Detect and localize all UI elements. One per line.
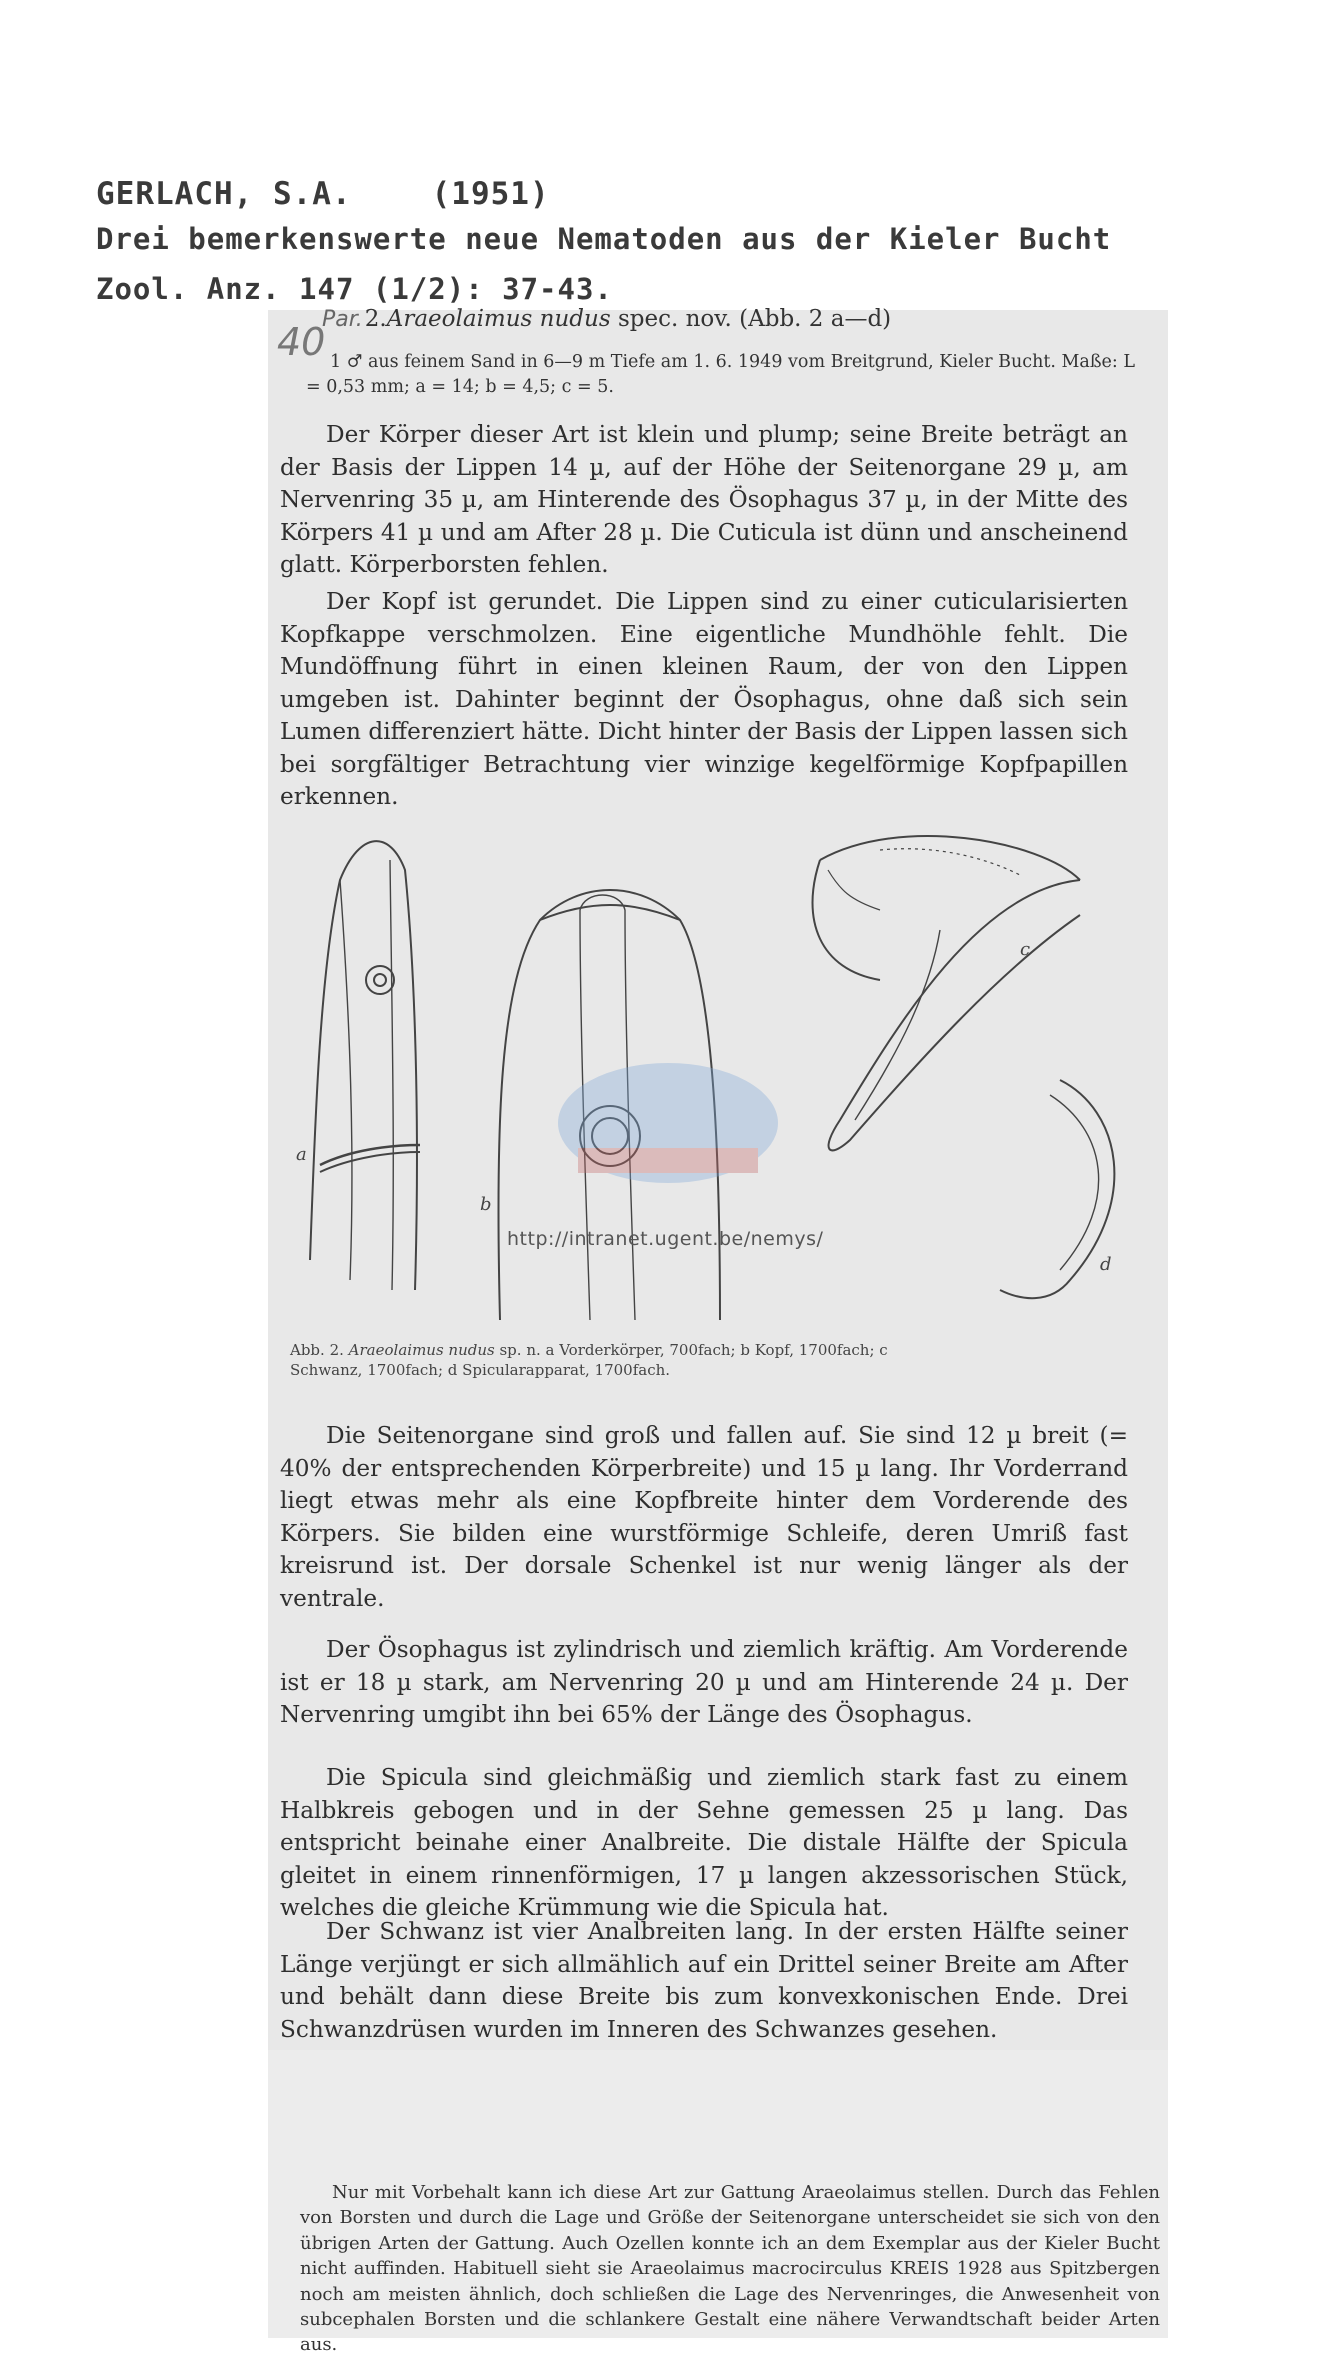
species-heading: Par.2.Araeolaimus nudus spec. nov. (Abb. 2 a—d) bbox=[322, 306, 892, 332]
paragraph-schwanz: Der Schwanz ist vier Analbreiten lang. In der ersten Hälfte seiner Länge verjüngt er sich allmählich auf ein Drittel seiner Breite am After und behält dann diese Breite bis zum konvexkonischen Ende. Drei Schwanzdrüsen wurden im Inneren des Schwanzes gesehen. bbox=[280, 1918, 1128, 2043]
paragraph-head: Der Kopf ist gerundet. Die Lippen sind zu einer cuticularisierten Kopfkappe verschmolzen. Eine eigentliche Mundhöhle fehlt. Die Mundöffnung führt in einen kleinen Raum, der von den Lippen umgeben ist. Dahinter beginnt der Ösophagus, ohne daß sich sein Lumen differenziert hätte. Dicht hinter der Basis der Lippen lassen sich bei sorgfältiger Betrachtung vier winzige kegelförmige Kopfpapillen erkennen. bbox=[280, 588, 1128, 810]
drawing-d-outline bbox=[1000, 1080, 1114, 1298]
label-b: b bbox=[480, 1194, 492, 1215]
species-name: Araeolaimus nudus bbox=[386, 306, 611, 332]
watermark-logo bbox=[548, 1048, 788, 1198]
label-d: d bbox=[1100, 1254, 1112, 1275]
author: GERLACH, S.A. bbox=[96, 176, 352, 212]
handwritten-page-number: 40 bbox=[277, 320, 326, 364]
year: (1951) bbox=[431, 176, 550, 212]
watermark-url: http://intranet.ugent.be/nemys/ bbox=[507, 1228, 824, 1250]
closing-remarks: Nur mit Vorbehalt kann ich diese Art zur Gattung Araeolaimus stellen. Durch das Fehlen von Borsten und durch die Lage und Größe der Seitenorgane unterscheidet sie sich von den übrigen Arten der Gattung. Auch Ozellen konnte ich an dem Exemplar aus der Kieler Bucht nicht auffinden. Habituell sieht sie Araeolaimus macrocirculus KREIS 1928 aus Spitzbergen noch am meisten ähnlich, doch schließen die Lage des Nervenringes, die Anwesenheit von subcephalen Borsten und die schlankere Gestalt eine nähere Verwandtschaft beider Arten aus. bbox=[300, 2182, 1160, 2356]
figure-caption: Abb. 2. Araeolaimus nudus sp. n. a Vorderkörper, 700fach; b Kopf, 1700fach; c Schwanz, 1700fach; d Spicularapparat, 1700fach. bbox=[290, 1341, 888, 1379]
citation-title: Drei bemerkenswerte neue Nematoden aus der Kieler Bucht bbox=[96, 222, 1112, 256]
paragraph-body: Der Körper dieser Art ist klein und plump; seine Breite beträgt an der Basis der Lippen 14 µ, auf der Höhe der Seitenorgane 29 µ, am Nervenring 35 µ, am Hinterende des Ösophagus 37 µ, in der Mitte des Körpers 41 µ und am After 28 µ. Die Cuticula ist dünn und anscheinend glatt. Körperborsten fehlen. bbox=[280, 421, 1128, 578]
handwritten-mark: Par. bbox=[322, 307, 363, 332]
citation-author-year bbox=[96, 176, 550, 212]
specimen-data: 1 ♂ aus feinem Sand in 6—9 m Tiefe am 1. 6. 1949 vom Breitgrund, Kieler Bucht. Maße: L = 0,53 mm; a = 14; b = 4,5; c = 5. bbox=[306, 352, 1135, 397]
label-a: a bbox=[296, 1144, 307, 1165]
drawing-a-outline bbox=[310, 841, 417, 1290]
label-c: c bbox=[1020, 939, 1031, 960]
drawing-c-outline bbox=[820, 836, 1080, 880]
citation-journal: Zool. Anz. 147 (1/2): 37-43. bbox=[96, 272, 613, 306]
paragraph-spicula: Die Spicula sind gleichmäßig und ziemlich stark fast zu einem Halbkreis gebogen und in der Sehne gemessen 25 µ lang. Das entspricht beinahe einer Analbreite. Die distale Hälfte der Spicula gleitet in einem rinnenförmigen, 17 µ langen akzessorischen Stück, welches die gleiche Krümmung wie die Spicula hat. bbox=[280, 1764, 1128, 1921]
paragraph-seitenorgane: Die Seitenorgane sind groß und fallen auf. Sie sind 12 µ breit (= 40% der entsprechenden Körperbreite) und 15 µ lang. Ihr Vorderrand liegt etwas mehr als eine Kopfbreite hinter dem Vorderende des Körpers. Sie bilden eine wurstförmige Schleife, deren Umriß fast kreisrund ist. Der dorsale Schenkel ist nur wenig länger als der ventrale. bbox=[280, 1422, 1128, 1612]
paragraph-oesophagus: Der Ösophagus ist zylindrisch und ziemlich kräftig. Am Vorderende ist er 18 µ stark, am Nervenring 20 µ und am Hinterende 24 µ. Der Nervenring umgibt ihn bei 65% der Länge des Ösophagus. bbox=[280, 1636, 1128, 1728]
